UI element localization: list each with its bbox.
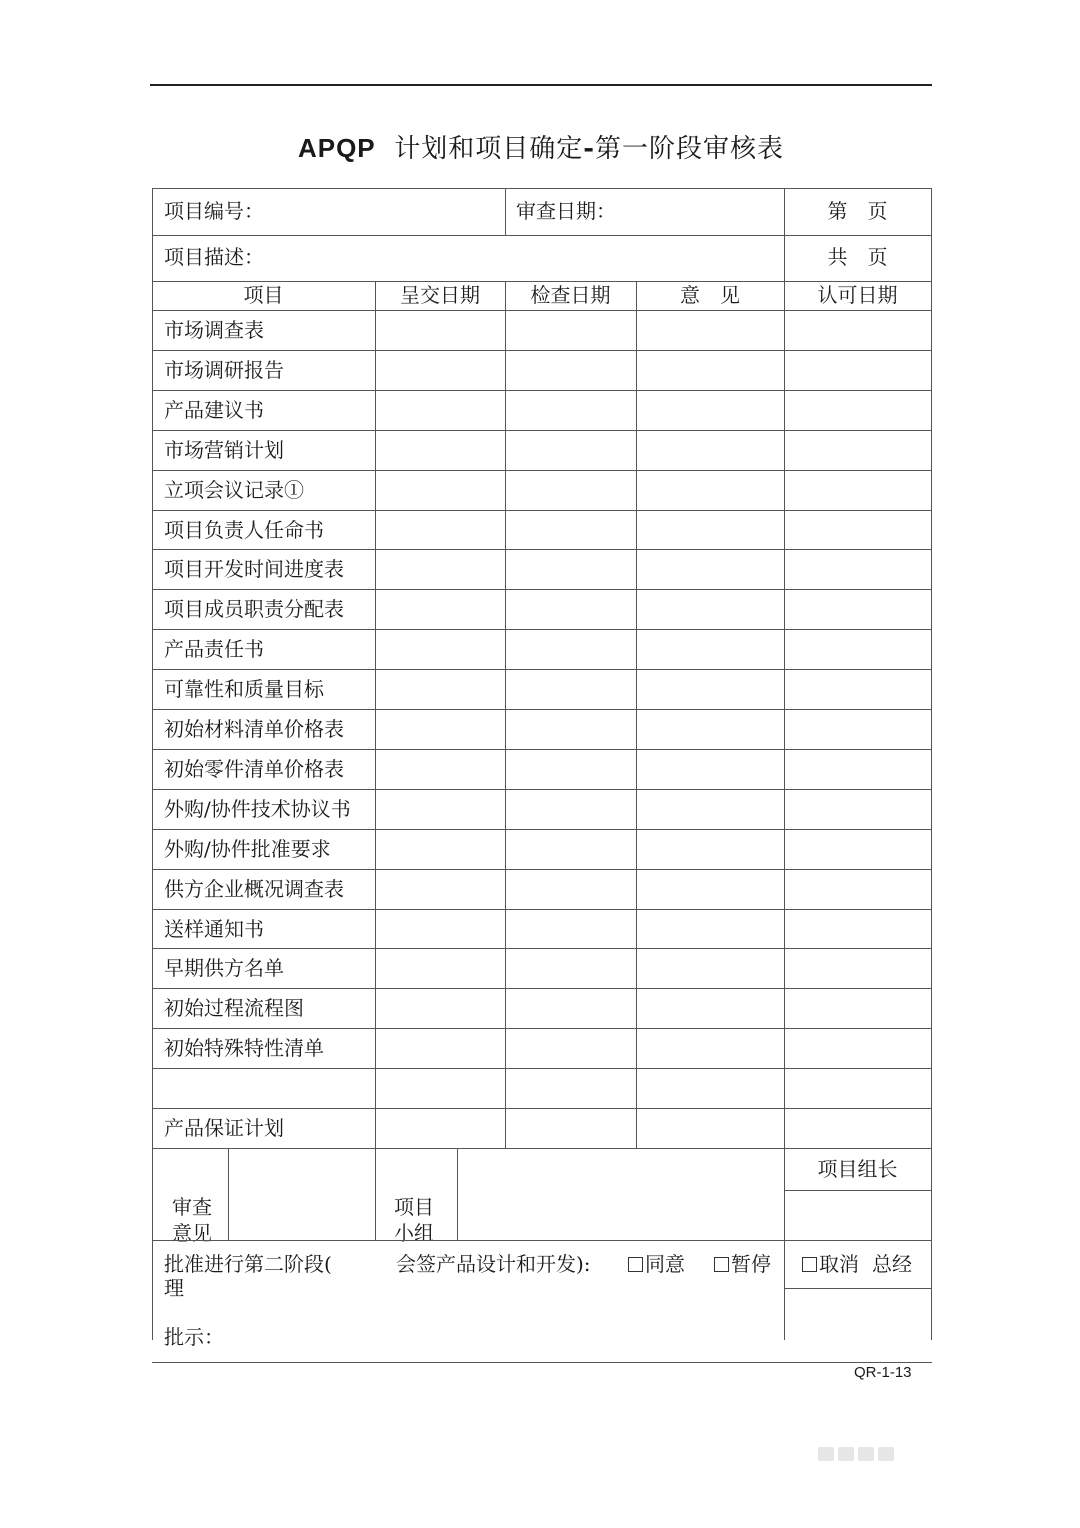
pause-checkbox[interactable] bbox=[714, 1252, 771, 1276]
grid-line bbox=[152, 669, 931, 670]
grid-line bbox=[152, 1068, 931, 1069]
grid-line bbox=[457, 1148, 458, 1240]
grid-line bbox=[152, 188, 153, 1340]
title-suffix: 第一阶段审核表 bbox=[595, 134, 785, 164]
total-pages-label: 共 页 bbox=[827, 245, 888, 269]
review-date-label: 审查日期： bbox=[516, 199, 616, 223]
top-rule bbox=[150, 84, 932, 86]
stage-label: 批准进行第二阶段( bbox=[164, 1252, 332, 1276]
grid-line bbox=[152, 909, 931, 910]
table-row: 市场营销计划 bbox=[164, 437, 284, 462]
watermark bbox=[818, 1446, 918, 1462]
grid-line bbox=[152, 350, 931, 351]
table-row: 立项会议记录① bbox=[164, 477, 304, 502]
table-row: 项目成员职责分配表 bbox=[164, 597, 344, 622]
table-row: 送样通知书 bbox=[164, 916, 264, 941]
grid-line bbox=[152, 1028, 931, 1029]
grid-line bbox=[505, 281, 506, 1148]
grid-line bbox=[152, 281, 931, 282]
table-row: 产品建议书 bbox=[164, 397, 264, 422]
grid-line bbox=[375, 1148, 376, 1240]
grid-line bbox=[931, 188, 932, 1340]
table-row: 项目开发时间进度表 bbox=[164, 557, 344, 582]
grid-line bbox=[152, 829, 931, 830]
opinion-label-1: 审查 bbox=[172, 1195, 212, 1219]
column-header: 检查日期 bbox=[530, 283, 611, 307]
grid-line bbox=[152, 948, 931, 949]
table-row: 初始过程流程图 bbox=[164, 996, 304, 1021]
page-label: 第 页 bbox=[827, 199, 888, 223]
grid-line bbox=[784, 281, 785, 1148]
table-row: 产品责任书 bbox=[164, 637, 264, 662]
grid-line bbox=[152, 470, 931, 471]
form-code: QR-1-13 bbox=[854, 1364, 912, 1381]
grid-line bbox=[152, 869, 931, 870]
bottom-rule bbox=[152, 1362, 932, 1363]
checkbox-icon bbox=[714, 1257, 729, 1272]
title-prefix: APQP bbox=[297, 133, 376, 163]
grid-line bbox=[152, 789, 931, 790]
grid-line bbox=[505, 188, 506, 235]
table-row: 初始特殊特性清单 bbox=[164, 1036, 324, 1061]
table-row: 早期供方名单 bbox=[164, 956, 284, 981]
grid-line bbox=[152, 1148, 931, 1149]
table-row: 初始材料清单价格表 bbox=[164, 717, 344, 741]
table-row: 外购/协件批准要求 bbox=[164, 836, 331, 861]
grid-line bbox=[228, 1148, 229, 1240]
agree-label: 同意 bbox=[645, 1252, 685, 1276]
grid-line bbox=[784, 1190, 931, 1191]
grid-line bbox=[152, 188, 931, 189]
grid-line bbox=[152, 709, 931, 710]
grid-line bbox=[152, 629, 931, 630]
grid-line bbox=[636, 281, 637, 1148]
checkbox-icon bbox=[802, 1257, 817, 1272]
cancel-checkbox[interactable] bbox=[802, 1252, 859, 1276]
title-dash: - bbox=[583, 134, 595, 164]
table-row: 外购/协件技术协议书 bbox=[164, 796, 351, 821]
grid-line bbox=[784, 188, 785, 281]
grid-line bbox=[152, 390, 931, 391]
column-header: 认可日期 bbox=[817, 283, 898, 307]
grid-line bbox=[152, 549, 931, 550]
countersign-label: 会签产品设计和开发): bbox=[396, 1252, 591, 1276]
table-row: 可靠性和质量目标 bbox=[164, 677, 324, 702]
project-desc-label: 项目描述： bbox=[164, 245, 264, 269]
grid-line bbox=[152, 988, 931, 989]
column-header: 意 见 bbox=[680, 283, 740, 307]
grid-line bbox=[152, 1108, 931, 1109]
table-row: 市场调研报告 bbox=[164, 357, 284, 382]
project-no-label: 项目编号： bbox=[164, 199, 264, 223]
grid-line bbox=[152, 310, 931, 311]
team-label-2: 小组 bbox=[394, 1221, 434, 1245]
pause-label: 暂停 bbox=[731, 1252, 771, 1276]
column-header: 项目 bbox=[243, 283, 284, 307]
agree-checkbox[interactable] bbox=[628, 1252, 685, 1276]
table-row: 供方企业概况调查表 bbox=[164, 876, 344, 901]
grid-line bbox=[375, 281, 376, 1148]
grid-line bbox=[152, 430, 931, 431]
grid-line bbox=[784, 1288, 931, 1289]
title-main: 计划和项目确定 bbox=[394, 134, 584, 164]
gm-label: 总经 bbox=[872, 1252, 912, 1276]
grid-line bbox=[152, 235, 931, 236]
page-title bbox=[150, 128, 932, 165]
leader-label: 项目组长 bbox=[817, 1157, 898, 1181]
instruction-label: 批示： bbox=[164, 1325, 224, 1349]
grid-line bbox=[152, 510, 931, 511]
table-row: 市场调查表 bbox=[164, 318, 264, 342]
grid-line bbox=[784, 1148, 785, 1340]
team-label-1: 项目 bbox=[394, 1195, 434, 1219]
cancel-label: 取消 bbox=[819, 1252, 859, 1276]
table-row: 项目负责人任命书 bbox=[164, 517, 324, 542]
grid-line bbox=[152, 1240, 931, 1241]
table-row: 初始零件清单价格表 bbox=[164, 756, 344, 781]
checkbox-icon bbox=[628, 1257, 643, 1272]
column-header: 呈交日期 bbox=[400, 283, 480, 307]
grid-line bbox=[152, 589, 931, 590]
opinion-label-2: 意见 bbox=[172, 1221, 212, 1245]
stage-label-2: 理 bbox=[164, 1276, 184, 1300]
grid-line bbox=[152, 749, 931, 750]
table-row: 产品保证计划 bbox=[164, 1116, 284, 1140]
